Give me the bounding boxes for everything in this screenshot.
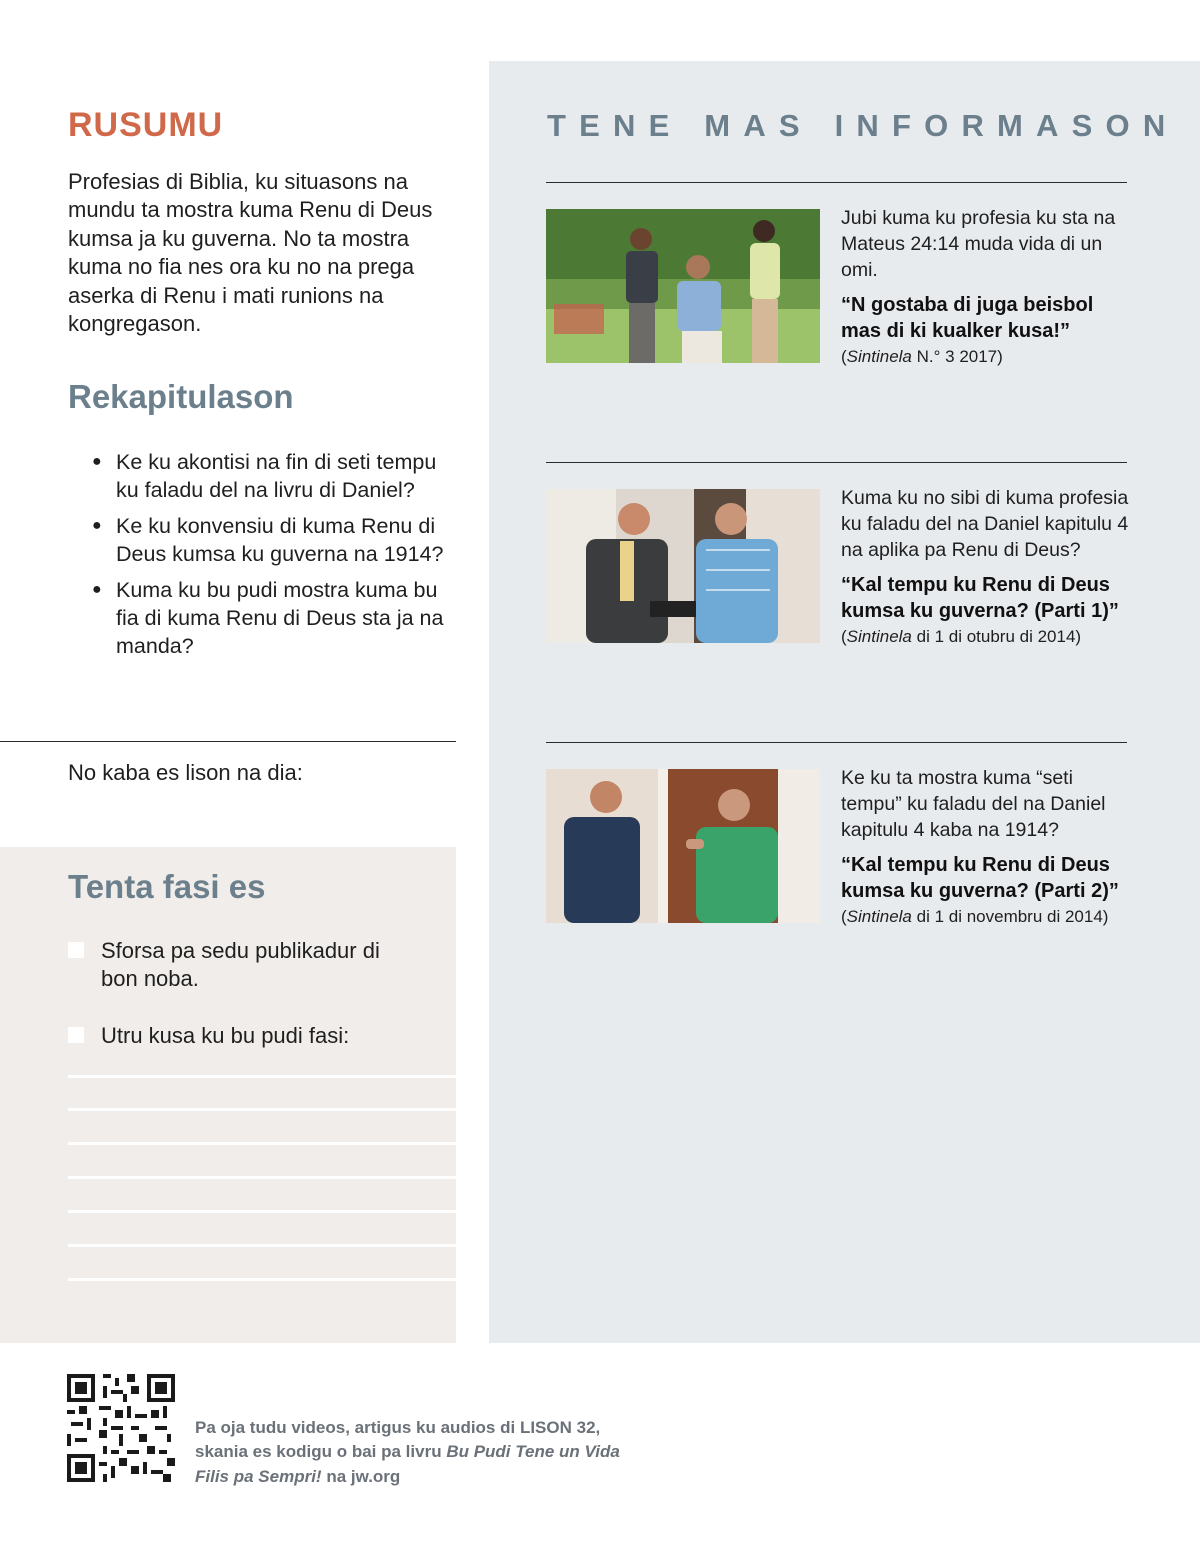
book-title: Bu Pudi Tene un Vida Filis pa Sempri! <box>195 1442 620 1486</box>
card-description: Kuma ku no sibi di kuma profesia ku faladu del na Daniel kapitulu 4 na aplika pa Renu di Deus? <box>841 487 1129 562</box>
checkbox[interactable] <box>68 942 84 958</box>
recap-title: Rekapitulason <box>68 378 294 415</box>
write-line[interactable] <box>68 1210 456 1213</box>
write-line[interactable] <box>68 1075 456 1078</box>
three-people-in-park-photo[interactable] <box>546 209 820 363</box>
divider <box>546 462 1127 463</box>
summary-text: Profesias di Biblia, ku situasons na mundu ta mostra kuma Renu di Deus kumsa ja ku guverna. No ta mostra kuma no fia nes ora ku no na prega aserka di Renu i mati runions na kongregason. <box>68 169 433 337</box>
try-this-box <box>0 847 456 1343</box>
checkbox[interactable] <box>68 1027 84 1043</box>
write-line[interactable] <box>68 1176 456 1179</box>
article-link[interactable]: “N gostaba di juga beisbol mas di ki kualker kusa!” <box>841 293 1094 342</box>
write-line[interactable] <box>68 1142 456 1145</box>
article-source: (Sintinela N.° 3 2017) <box>841 347 1003 367</box>
checklist-label: Sforsa pa sedu publikadur di bon noba. <box>101 938 380 992</box>
lesson-completion-label: No kaba es lison na dia: <box>68 760 303 785</box>
footer-text: Pa oja tudu videos, artigus ku audios di LISON 32, skania es kodigu o bai pa livru Bu Pudi Tene un Vida Filis pa Sempri! na jw.org <box>195 1418 620 1486</box>
card-3-text <box>841 765 1131 930</box>
write-line[interactable] <box>68 1108 456 1111</box>
card-2-text <box>841 485 1131 650</box>
recap-list <box>92 448 456 668</box>
write-line[interactable] <box>68 1278 456 1281</box>
bullet-icon: ● <box>92 453 102 470</box>
divider <box>546 742 1127 743</box>
photo-illustration <box>546 489 820 643</box>
recap-item: ● Kuma ku bu pudi mostra kuma bu fia di kuma Renu di Deus sta ja na manda? <box>92 577 444 659</box>
card-description: Ke ku ta mostra kuma “seti tempu” ku faladu del na Daniel kapitulu 4 kaba na 1914? <box>841 767 1106 842</box>
write-line[interactable] <box>68 1244 456 1247</box>
article-source: (Sintinela di 1 di novembru di 2014) <box>841 907 1109 927</box>
man-at-door-photo[interactable] <box>546 769 820 923</box>
checklist-item-2[interactable] <box>68 1022 401 1050</box>
summary-title: RUSUMU <box>68 106 224 144</box>
bullet-icon: ● <box>92 516 102 534</box>
qr-code-icon[interactable] <box>67 1374 175 1482</box>
recap-item: ● Ke ku konvensiu di kuma Renu di Deus kumsa ku guverna na 1914? <box>92 513 444 567</box>
photo-illustration <box>546 209 820 363</box>
checklist-item-1[interactable] <box>68 937 401 994</box>
divider <box>0 741 456 742</box>
card-1-text <box>841 205 1131 370</box>
article-link[interactable]: “Kal tempu ku Renu di Deus kumsa ku guverna? (Parti 2)” <box>841 853 1119 902</box>
card-description: Jubi kuma ku profesia ku sta na Mateus 24:14 muda vida di un omi. <box>841 207 1116 282</box>
divider <box>546 182 1127 183</box>
bullet-icon: ● <box>92 580 102 598</box>
recap-item: ● Ke ku akontisi na fin di seti tempu ku faladu del na livru di Daniel? <box>92 450 437 503</box>
photo-illustration <box>546 769 820 923</box>
try-title: Tenta fasi es <box>68 868 266 905</box>
more-info-title: TENE MAS INFORMASON <box>547 108 1179 143</box>
article-source: (Sintinela di 1 di otubru di 2014) <box>841 627 1082 647</box>
qr-code-graphic <box>67 1374 175 1482</box>
checklist-label: Utru kusa ku bu pudi fasi: <box>101 1023 350 1048</box>
article-link[interactable]: “Kal tempu ku Renu di Deus kumsa ku guverna? (Parti 1)” <box>841 573 1119 622</box>
two-men-talking-photo[interactable] <box>546 489 820 643</box>
